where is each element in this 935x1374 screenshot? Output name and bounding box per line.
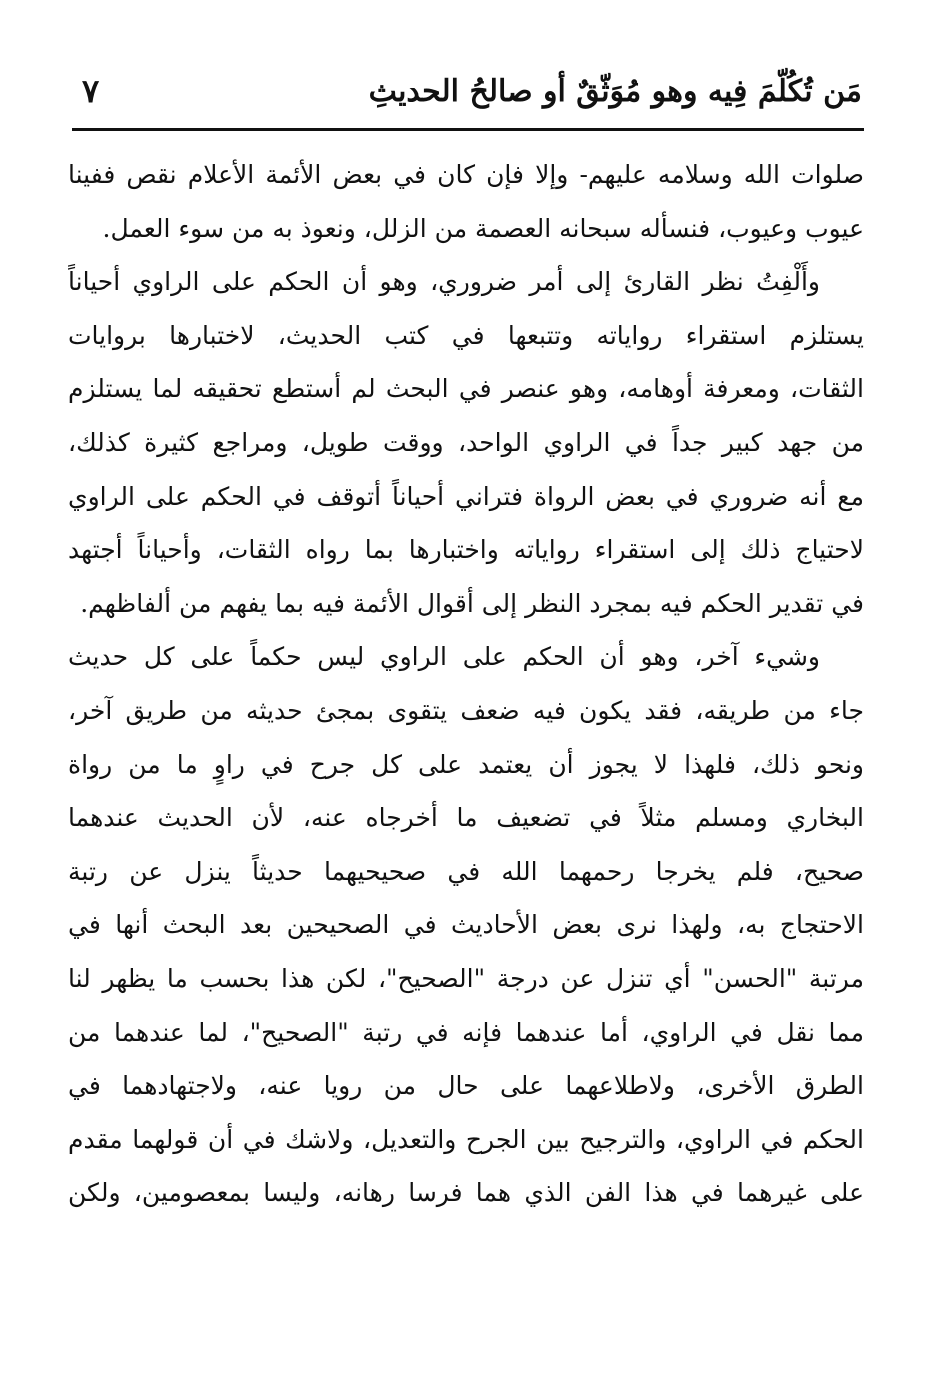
text-line: لاحتياج ذلك إلى استقراء رواياته واختبارها بما رواه الثقات، وأحياناً أجتهد <box>68 535 864 565</box>
text-line: صلوات الله وسلامه عليهم- وإلا فإن كان في بعض الأئمة الأعلام نقص ففينا <box>68 160 864 189</box>
text-line: على غيرهما في هذا الفن الذي هما فرسا رهانه، وليسا بمعصومين، ولكن <box>68 1178 864 1208</box>
text-line: الطرق الأخرى، ولاطلاعهما على حال من رويا عنه، ولاجتهادهما في <box>68 1071 864 1101</box>
text-line: مما نقل في الراوي، أما عندهما فإنه في رتبة "الصحيح"، لما عندهما من <box>68 1017 864 1047</box>
text-line: جاء من طريقه، فقد يكون فيه ضعف يتقوى بمجئ حديثه من طريق آخر، <box>68 695 864 725</box>
text-line: وشيء آخر، وهو أن الحكم على الراوي ليس حكماً على كل حديث <box>68 642 820 672</box>
text-line: الثقات، ومعرفة أوهامه، وهو عنصر في البحث لم أستطع تحقيقه لما يستلزم <box>68 374 864 404</box>
text-line: في تقدير الحكم فيه بمجرد النظر إلى أقوال الأئمة فيه بما يفهم من ألفاظهم. <box>80 588 864 618</box>
text-line: الحكم في الراوي، والترجيح بين الجرح والتعديل، ولاشك في أن قولهما مقدم <box>68 1124 864 1154</box>
page-header <box>72 70 862 126</box>
header-divider <box>72 128 864 131</box>
text-line: مرتبة "الحسن" أي تنزل عن درجة "الصحيح"، لكن هذا بحسب ما يظهر لنا <box>68 963 864 993</box>
body-text <box>68 148 864 1220</box>
text-line: الاحتجاج به، ولهذا نرى بعض الأحاديث في الصحيحين بعد البحث أنها في <box>68 910 864 940</box>
text-line: وأَلْفِتُ نظر القارئ إلى أمر ضروري، وهو أن الحكم على الراوي أحياناً <box>68 267 820 297</box>
text-line: صحيح، فلم يخرجا رحمهما الله في صحيحيهما حديثاً ينزل عن رتبة <box>68 856 864 886</box>
text-line: عيوب وعيوب، فنسأله سبحانه العصمة من الزلل، ونعوذ به من سوء العمل. <box>102 213 864 243</box>
text-line: ونحو ذلك، فلهذا لا يجوز أن يعتمد على كل جرح في راوٍ ما من رواة <box>68 749 864 779</box>
text-line: من جهد كبير جداً في الراوي الواحد، ووقت طويل، ومراجع كثيرة كذلك، <box>68 427 864 457</box>
text-line: البخاري ومسلم مثلاً في تضعيف ما أخرجاه عنه، لأن الحديث عندهما <box>68 803 864 833</box>
text-line: يستلزم استقراء رواياته وتتبعها في كتب الحديث، لاختبارها بروايات <box>68 320 864 350</box>
page-number: ٧ <box>82 72 100 110</box>
running-title: مَن تُكُلّمَ فِيه وهو مُوَثّقٌ أو صالحُ الحديثِ <box>368 74 862 109</box>
text-line: مع أنه ضروري في بعض الرواة فتراني أحياناً أتوقف في الحكم على الراوي <box>68 481 864 511</box>
